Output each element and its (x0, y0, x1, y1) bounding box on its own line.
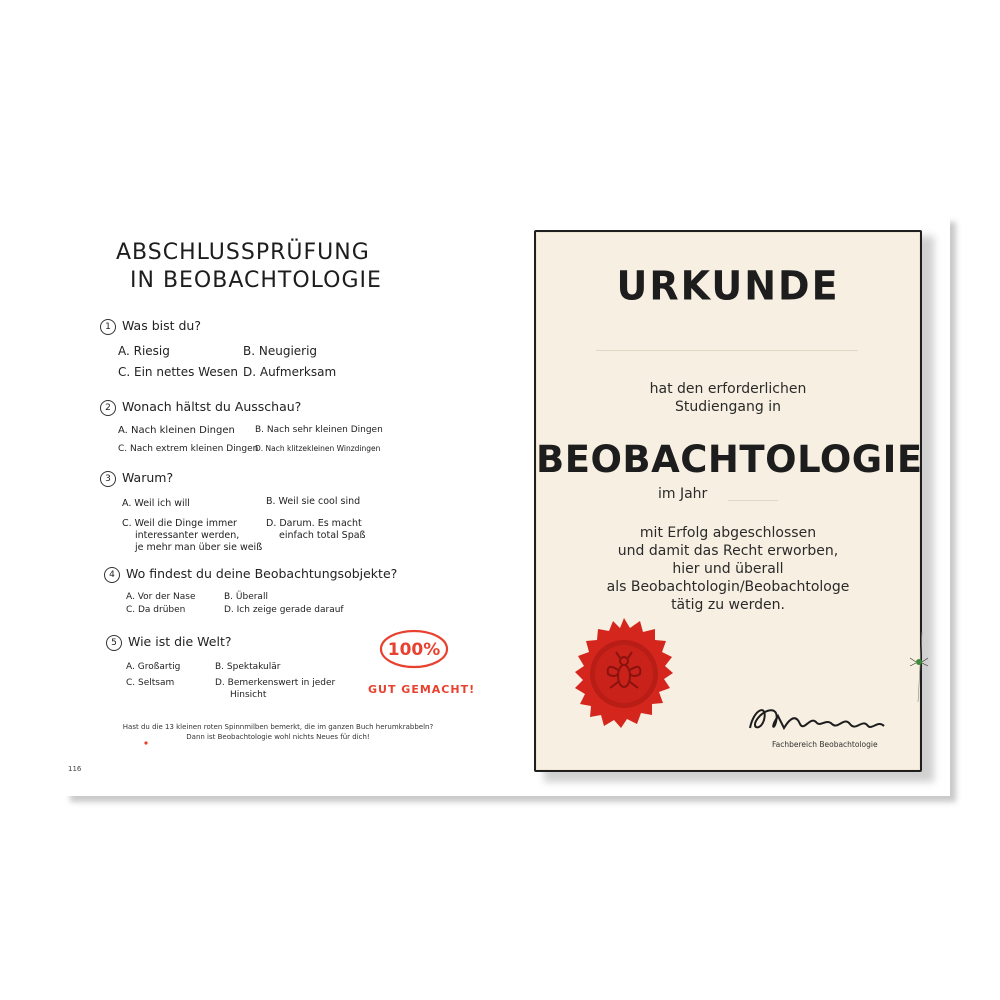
option-a: A. Riesig (118, 344, 170, 358)
option-c: C. Ein nettes Wesen (118, 365, 238, 379)
signature-caption: Fachbereich Beobachtologie (772, 740, 878, 749)
option-b: B. Überall (224, 592, 268, 602)
footnote-line1: Hast du die 13 kleinen roten Spinnmilben bemerkt, die im ganzen Buch herumkrabbeln? (122, 723, 434, 731)
option-b: B. Spektakulär (215, 662, 281, 672)
option-b: B. Neugierig (243, 344, 318, 358)
question-text: Was bist du? (122, 318, 201, 333)
year-line (728, 500, 778, 501)
question-4 (104, 566, 397, 583)
certificate-subject: BEOBACHTOLOGIE (536, 438, 923, 481)
option-d-line2: einfach total Spaß (279, 530, 366, 541)
option-c-line2: interessanter werden, (135, 530, 240, 541)
quiz-title-line2: IN BEOBACHTOLOGIE (130, 268, 382, 293)
option-b: B. Weil sie cool sind (266, 496, 361, 507)
footnote-line2: Dann ist Beobachtologie wohl nichts Neues für dich! (186, 733, 370, 742)
question-5 (106, 634, 231, 651)
quiz-title-line1: ABSCHLUSSPRÜFUNG (116, 240, 370, 265)
page-number: 116 (68, 765, 82, 773)
option-a: A. Vor der Nase (126, 592, 196, 602)
question-text: Wie ist die Welt? (128, 634, 232, 649)
option-a: A. Großartig (126, 662, 181, 672)
option-c: C. Seltsam (126, 678, 175, 688)
question-text: Wo findest du deine Beobachtungsobjekte? (126, 566, 398, 581)
option-a: A. Nach kleinen Dingen (118, 425, 235, 436)
certificate-body2: und damit das Recht erworben, (617, 543, 839, 559)
option-d: D. Nach klitzekleinen Winzdingen (255, 444, 381, 453)
spider-mite-icon (908, 632, 930, 702)
option-d: D. Darum. Es macht (266, 518, 362, 529)
question-3 (100, 470, 173, 487)
certificate-line2: Studiengang in (675, 399, 781, 415)
certificate-body5: tätig zu werden. (671, 597, 785, 613)
question-number: 3 (100, 471, 116, 487)
year-label: im Jahr (658, 486, 708, 502)
percent-stamp-icon (378, 628, 450, 670)
certificate-body4: als Beobachtologin/Beobachtologe (606, 579, 850, 595)
stamp-percent: 100% (387, 640, 441, 660)
certificate-body3: hier und überall (672, 561, 784, 577)
spider-mite-icon (142, 740, 150, 746)
question-number: 2 (100, 400, 116, 416)
option-d: D. Ich zeige gerade darauf (224, 605, 344, 615)
option-b: B. Nach sehr kleinen Dingen (255, 425, 383, 435)
wax-seal-bee-icon (564, 616, 684, 736)
option-a: A. Weil ich will (122, 498, 190, 509)
question-number: 4 (104, 567, 120, 583)
option-d: D. Bemerkenswert in jeder (215, 678, 336, 688)
option-c-line3: je mehr man über sie weiß (135, 542, 263, 553)
question-text: Wonach hältst du Ausschau? (122, 399, 302, 414)
certificate (534, 230, 922, 772)
certificate-body1: mit Erfolg abgeschlossen (639, 525, 817, 541)
question-number: 1 (100, 319, 116, 335)
option-c: C. Nach extrem kleinen Dingen (118, 444, 259, 454)
question-number: 5 (106, 635, 122, 651)
option-c: C. Da drüben (126, 605, 186, 615)
question-2 (100, 399, 301, 416)
certificate-line1: hat den erforderlichen (649, 381, 807, 397)
signature-mark (740, 698, 916, 738)
option-d: D. Aufmerksam (243, 365, 337, 379)
certificate-title: URKUNDE (616, 262, 840, 310)
question-text: Warum? (122, 470, 174, 485)
option-d-line2: Hinsicht (230, 690, 267, 700)
question-1 (100, 318, 201, 335)
option-c: C. Weil die Dinge immer (122, 518, 237, 529)
name-line (596, 350, 858, 351)
stamp-text: GUT GEMACHT! (368, 683, 476, 696)
